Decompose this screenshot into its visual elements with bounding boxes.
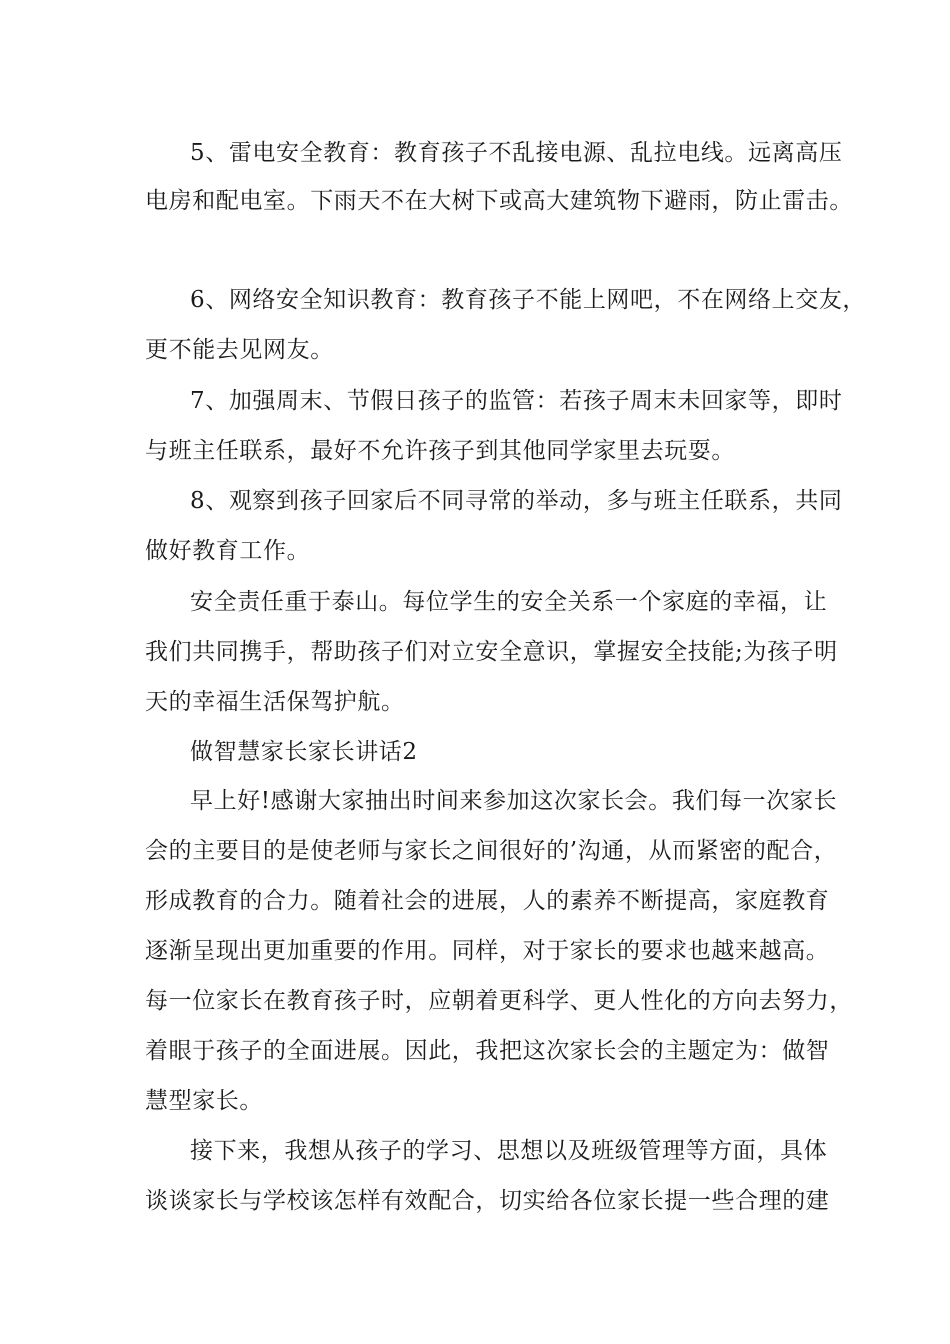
paragraph-8-line-2: 做好教育工作。 bbox=[145, 538, 311, 564]
greeting-paragraph-line-3: 形成教育的合力。随着社会的进展，人的素养不断提高，家庭教育 bbox=[145, 888, 830, 914]
paragraph-8-line-1: 8、观察到孩子回家后不同寻常的举动，多与班主任联系，共同 bbox=[190, 488, 843, 514]
next-paragraph-line-1: 接下来，我想从孩子的学习、思想以及班级管理等方面，具体 bbox=[190, 1138, 828, 1164]
closing-paragraph-line-3: 天的幸福生活保驾护航。 bbox=[145, 689, 405, 715]
greeting-paragraph-line-1: 早上好!感谢大家抽出时间来参加这次家长会。我们每一次家长 bbox=[190, 788, 838, 814]
paragraph-7-line-2: 与班主任联系，最好不允许孩子到其他同学家里去玩耍。 bbox=[145, 438, 735, 464]
next-paragraph-line-2: 谈谈家长与学校该怎样有效配合，切实给各位家长提一些合理的建 bbox=[145, 1188, 830, 1214]
closing-paragraph-line-2: 我们共同携手，帮助孩子们对立安全意识，掌握安全技能;为孩子明 bbox=[145, 639, 838, 665]
closing-paragraph-line-1: 安全责任重于泰山。每位学生的安全关系一个家庭的幸福，让 bbox=[190, 589, 828, 615]
greeting-paragraph-line-7: 慧型家长。 bbox=[145, 1088, 263, 1114]
greeting-paragraph-line-4: 逐渐呈现出更加重要的作用。同样，对于家长的要求也越来越高。 bbox=[145, 938, 830, 964]
paragraph-6-line-1: 6、网络安全知识教育：教育孩子不能上网吧，不在网络上交友， bbox=[190, 287, 867, 313]
paragraph-5-line-2: 电房和配电室。下雨天不在大树下或高大建筑物下避雨，防止雷击。 bbox=[145, 188, 853, 214]
paragraph-6-line-2: 更不能去见网友。 bbox=[145, 337, 334, 363]
paragraph-5-line-1: 5、雷电安全教育：教育孩子不乱接电源、乱拉电线。远离高压 bbox=[190, 140, 843, 166]
paragraph-7-line-1: 7、加强周末、节假日孩子的监管：若孩子周末未回家等，即时 bbox=[190, 388, 843, 414]
greeting-paragraph-line-6: 着眼于孩子的全面进展。因此，我把这次家长会的主题定为：做智 bbox=[145, 1038, 830, 1064]
greeting-paragraph-line-2: 会的主要目的是使老师与家长之间很好的’沟通，从而紧密的配合， bbox=[145, 838, 838, 864]
section-heading: 做智慧家长家长讲话2 bbox=[190, 739, 418, 765]
greeting-paragraph-line-5: 每一位家长在教育孩子时，应朝着更科学、更人性化的方向去努力， bbox=[145, 988, 853, 1014]
